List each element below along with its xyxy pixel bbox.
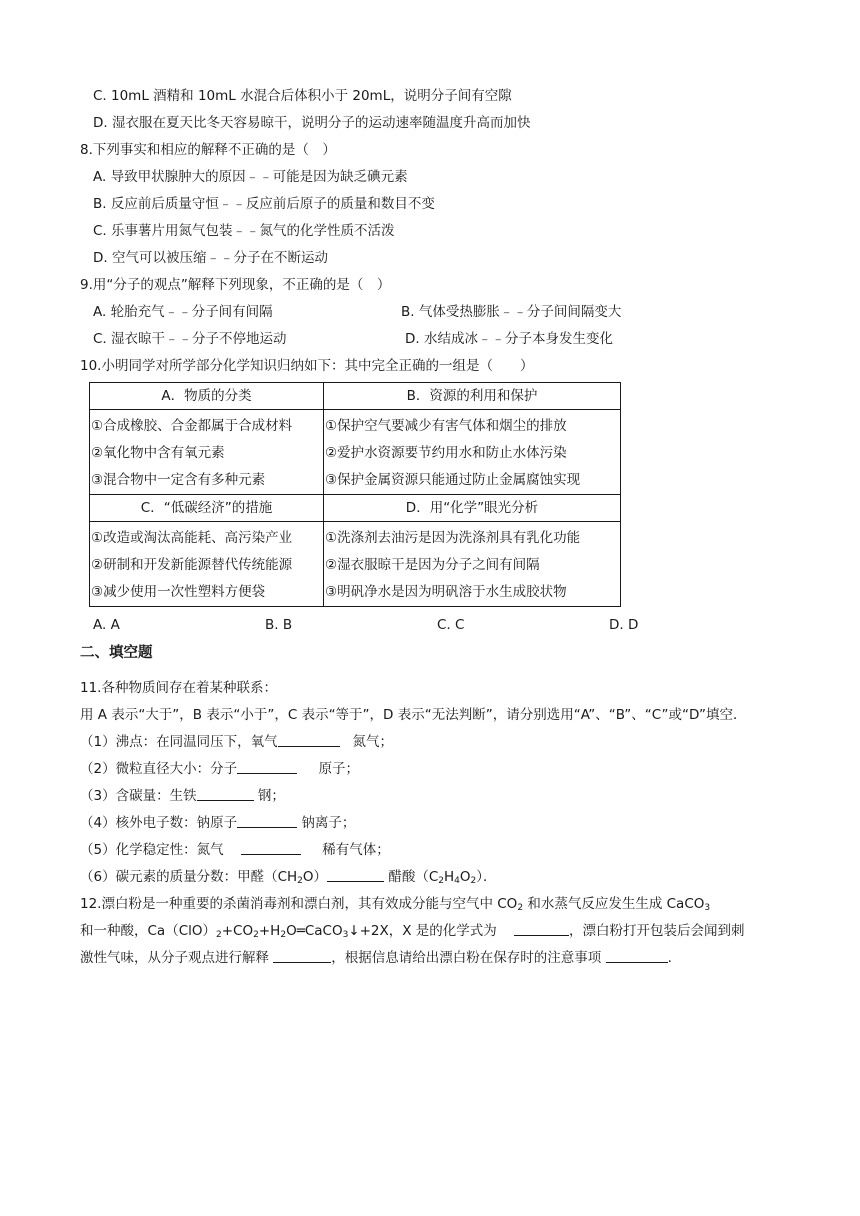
answer-blank[interactable] <box>273 949 331 963</box>
subscript: 2 <box>297 876 303 886</box>
table-item: ①保护空气要减少有害气体和烟尘的排放 <box>325 418 567 434</box>
q10-option-b: B. B <box>265 617 293 633</box>
section-title: 二、填空题 <box>80 645 153 661</box>
table-item: ②湿衣服晾干是因为分子之间有间隔 <box>325 557 540 573</box>
subscript: 2 <box>216 930 222 940</box>
part-text: ，漂白粉打开包装后会闻到刺 <box>568 923 745 939</box>
q11-part-5 <box>80 840 390 860</box>
part-text: . <box>667 950 672 966</box>
part-text: H <box>444 869 455 885</box>
table-item: ③保护金属资源只能通过防止金属腐蚀实现 <box>325 472 581 488</box>
q11-part-3 <box>80 786 285 806</box>
q11-stem: 11.各种物质间存在着某种联系： <box>80 680 277 696</box>
q10-option-c: C. C <box>437 617 465 633</box>
q9-option-c: C. 湿衣晾干﹣﹣分子不停地运动 <box>93 331 287 347</box>
subscript: 3 <box>342 930 349 940</box>
part-text: +CO <box>221 923 254 939</box>
part-text: ）． <box>476 869 497 885</box>
q11-part-2 <box>80 759 359 779</box>
q8-option-b: B. 反应前后质量守恒﹣﹣反应前后原子的质量和数目不变 <box>93 196 435 212</box>
part-text: 12.漂白粉是一种重要的杀菌消毒剂和漂白剂，其有效成分能与空气中 CO <box>80 896 518 912</box>
part-text: ↓+2X，X 是的化学式为 <box>348 923 497 939</box>
answer-blank[interactable] <box>278 733 340 747</box>
part-text: O） <box>302 869 328 885</box>
table-header-d: D．用“化学”眼光分析 <box>324 495 621 522</box>
part-text: （2）微粒直径大小：分子 <box>80 761 238 777</box>
table-cell-d <box>324 522 621 607</box>
q12-line-3 <box>80 948 672 968</box>
q9-stem: 9.用“分子的观点”解释下列现象，不正确的是（ ） <box>80 277 391 293</box>
answer-blank[interactable] <box>241 841 301 855</box>
q7-option-c: C. 10mL 酒精和 10mL 水混合后体积小于 20mL，说明分子间有空隙 <box>93 88 512 104</box>
q9-option-b: B. 气体受热膨胀﹣﹣分子间间隔变大 <box>401 304 622 320</box>
q10-option-a: A. A <box>93 617 120 633</box>
table-item: ③减少使用一次性塑料方便袋 <box>91 584 266 600</box>
table-cell-c <box>90 522 324 607</box>
table-item: ①合成橡胶、合金都属于合成材料 <box>91 418 293 434</box>
part-text: 钠离子； <box>301 815 356 831</box>
table-header-a: A．物质的分类 <box>90 383 324 410</box>
q12-line-1 <box>80 894 710 914</box>
part-text: ，根据信息请给出漂白粉在保存时的注意事项 <box>331 950 602 966</box>
q11-instruction: 用 A 表示“大于”，B 表示“小于”，C 表示“等于”，D 表示“无法判断”，请分别选用“A”、“B”、“C”或“D”填空． <box>80 707 747 723</box>
answer-blank[interactable] <box>197 787 254 801</box>
part-text: O═CaCO <box>286 923 343 939</box>
part-text: （1）沸点：在同温同压下，氧气 <box>80 734 278 750</box>
part-text: 醋酸（C <box>388 869 439 885</box>
q7-option-d: D. 湿衣服在夏天比冬天容易晾干，说明分子的运动速率随温度升高而加快 <box>93 115 531 131</box>
q11-part-1 <box>80 732 393 752</box>
table-item: ③混合物中一定含有多种元素 <box>91 472 266 488</box>
subscript: 3 <box>704 903 711 913</box>
subscript: 4 <box>454 876 460 886</box>
part-text: 稀有气体； <box>322 842 390 858</box>
q8-option-c: C. 乐事薯片用氮气包装﹣﹣氮气的化学性质不活泼 <box>93 223 395 239</box>
table-header-c: C．“低碳经济”的措施 <box>90 495 324 522</box>
part-text: （6）碳元素的质量分数：甲醛（CH <box>80 869 298 885</box>
answer-blank[interactable] <box>514 922 569 936</box>
q9-option-d: D. 水结成冰﹣﹣分子本身发生变化 <box>405 331 613 347</box>
q10-stem: 10.小明同学对所学部分化学知识归纳如下：其中完全正确的一组是（ ） <box>80 358 534 374</box>
part-text: +H <box>258 923 281 939</box>
subscript: 2 <box>517 903 524 913</box>
part-text: 激性气味，从分子观点进行解释 <box>80 950 269 966</box>
table-cell-a <box>90 410 324 495</box>
subscript: 2 <box>470 876 477 886</box>
part-text: （3）含碳量：生铁 <box>80 788 197 804</box>
q8-stem: 8.下列事实和相应的解释不正确的是（ ） <box>80 142 336 158</box>
table-cell-b <box>324 410 621 495</box>
answer-blank[interactable] <box>606 949 668 963</box>
q11-part-6 <box>80 867 497 887</box>
part-text: 钢； <box>257 788 285 804</box>
answer-blank[interactable] <box>237 814 297 828</box>
part-text: 和一种酸，Ca（ClO） <box>80 923 217 939</box>
table-item: ②爱护水资源要节约用水和防止水体污染 <box>325 445 567 461</box>
q8-option-a: A. 导致甲状腺肿大的原因﹣﹣可能是因为缺乏碘元素 <box>93 169 408 185</box>
knowledge-table <box>89 382 621 607</box>
q9-option-a: A. 轮胎充气﹣﹣分子间有间隔 <box>93 304 273 320</box>
part-text: O <box>459 869 471 885</box>
table-item: ②氧化物中含有氧元素 <box>91 445 225 461</box>
q10-option-d: D. D <box>609 617 639 633</box>
part-text: 氮气； <box>352 734 393 750</box>
subscript: 2 <box>253 930 259 940</box>
answer-blank[interactable] <box>237 760 297 774</box>
subscript: 2 <box>438 876 445 886</box>
table-item: ①改造或淘汰高能耗、高污染产业 <box>91 530 293 546</box>
table-item: ②研制和开发新能源替代传统能源 <box>91 557 293 573</box>
subscript: 2 <box>280 930 287 940</box>
table-item: ①洗涤剂去油污是因为洗涤剂具有乳化功能 <box>325 530 581 546</box>
part-text: （5）化学稳定性：氮气 <box>80 842 224 858</box>
q12-line-2 <box>80 921 744 941</box>
q8-option-d: D. 空气可以被压缩﹣﹣分子在不断运动 <box>93 250 328 266</box>
table-header-b: B．资源的利用和保护 <box>324 383 621 410</box>
table-item: ③明矾净水是因为明矾溶于水生成胶状物 <box>325 584 567 600</box>
part-text: （4）核外电子数：钠原子 <box>80 815 238 831</box>
part-text: 原子； <box>318 761 360 777</box>
answer-blank[interactable] <box>327 868 384 882</box>
part-text: 和水蒸气反应发生生成 CaCO <box>527 896 705 912</box>
q11-part-4 <box>80 813 355 833</box>
